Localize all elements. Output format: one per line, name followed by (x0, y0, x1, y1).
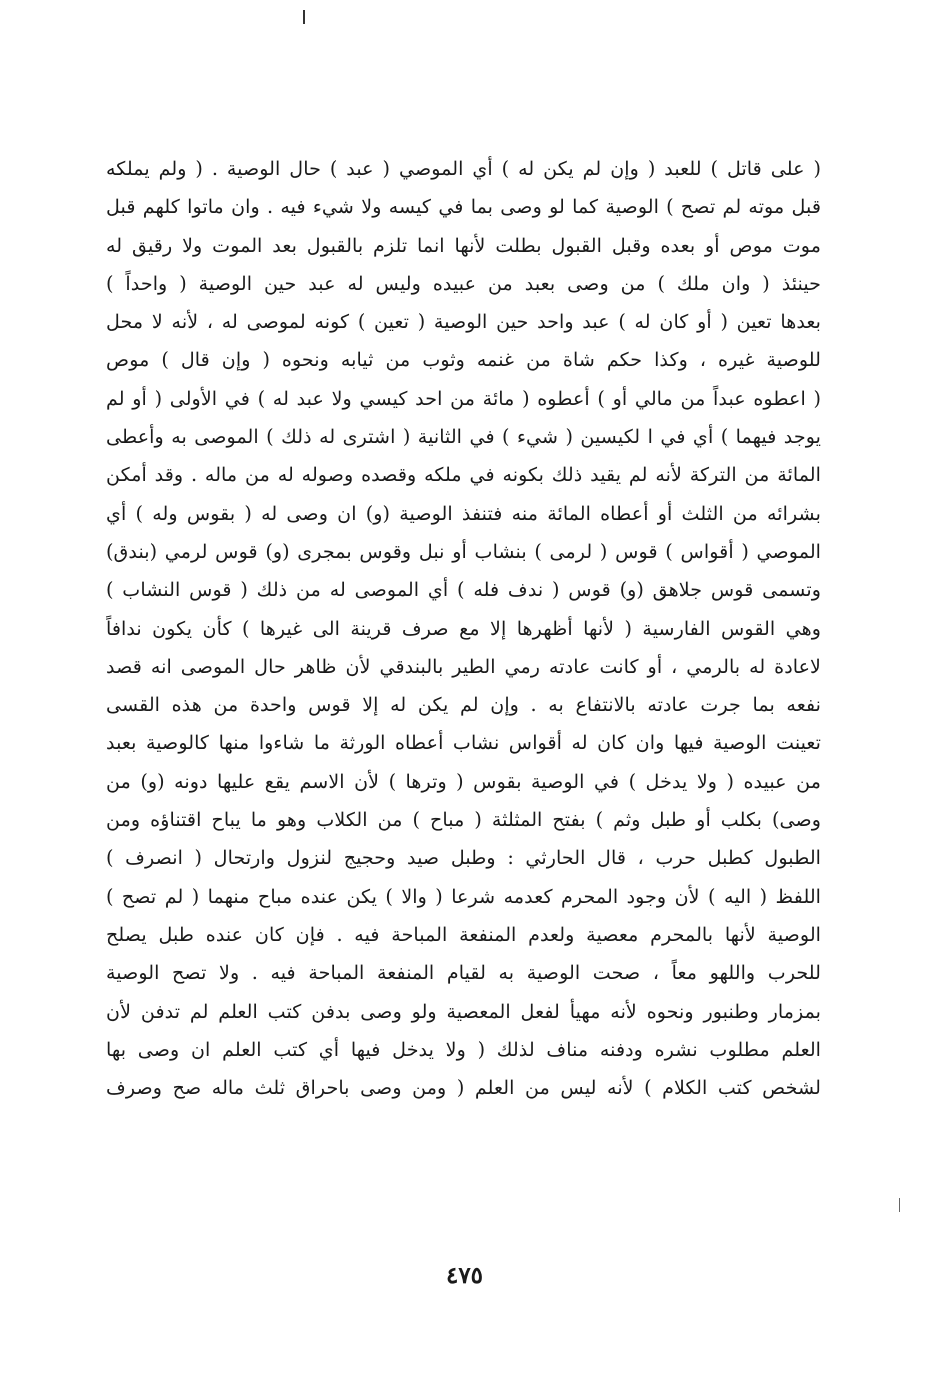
text-line: المائة من التركة لأنه لم يقيد ذلك بكونه في ملكه وقصده وصوله له من ماله . وقد أمكن (106, 463, 821, 487)
text-line: من عبيده ( ولا يدخل ) في الوصية بقوس ( وترها ) لأن الاسم يقع عليها دونه (و) من (106, 769, 821, 793)
text-line: وهي القوس الفارسية ( لأنها أظهرها إلا مع صرف قرينة الى غيرها ) كأن يكون ندافاً (106, 616, 821, 640)
text-line: بشرائه من الثلث أو أعطاه المائة منه فتنفذ الوصية (و) ان وصى له ( بقوس وله ) أي (106, 501, 821, 525)
text-line: لشخص كتب الكلام ) لأنه ليس من العلم ( ومن وصى باحراق ثلث ماله صح وصرف (106, 1076, 821, 1100)
text-line: قبل موته لم تصح ) الوصية كما لو وصى بما في كيسه ولا شيء فيه . وان ماتوا كلهم قبل (106, 195, 821, 219)
text-line: الوصية لأنها بالمحرم معصية ولعدم المنفعة المباحة فيه . فإن كان عنده طبل يصلح (106, 922, 821, 946)
text-line: للوصية غيره ، وكذا حكم شاة من غنمه وثوب من ثيابه ونحوه ( وإن قال ) موص (106, 348, 821, 372)
text-line: بمزمار وطنبور ونحوه لأنه مهيأ لفعل المعصية ولو وصى بدفن كتب العلم لم تدفن لأن (106, 999, 821, 1023)
text-line: الموصي ( أقواس ) قوس ( لرمى ) بنشاب أو نبل وقوس بمجرى (و) قوس لرمي (بندق) (106, 539, 821, 563)
side-margin-mark (899, 1198, 900, 1212)
body-text (106, 150, 821, 1107)
text-line: ( اعطوه عبداً من مالي أو ) أعطوه ( مائة من احد كيسي ولا عبد له ) في الأولى ( أو لم (106, 386, 821, 410)
text-line: يوجد فيهما ) أي في ا لكيسين ( شيء ) في الثانية ( اشترى له ذلك ) الموصى به وأعطى (106, 425, 821, 449)
text-line: لاعادة له بالرمي ، أو كانت عادته رمي الطير بالبندقي لأن ظاهر حال الموصى انه قصد (106, 654, 821, 678)
page-number: ٤٧٥ (445, 1262, 484, 1289)
text-line: تعينت الوصية فيها وان كان له أقواس نشاب أعطاه الورثة ما شاءوا منها كالوصية بعبد (106, 731, 821, 755)
text-line: حينئذ ( وان ملك ) من وصى بعبد من عبيده وليس له عبد حين الوصية ( واحداً ) (106, 271, 821, 295)
text-line: نفعه بما جرت عادته بالانتفاع به . وإن لم يكن له إلا قوس واحدة من هذه القسى (106, 693, 821, 717)
text-line: ( على قاتل ) للعبد ( وإن لم يكن له ) أي الموصي ( عبد ) حال الوصية . ( ولم يملكه (106, 157, 821, 180)
text-line: وتسمى قوس جلاهق (و) قوس ( ندف فله ) أي الموصى له من ذلك ( قوس النشاب ) (106, 578, 821, 602)
text-line: الطبول كطبل حرب ، قال الحارثي : وطبل صيد وحجيج لنزول وارتحال ( انصرف ) (106, 846, 821, 870)
text-line: العلم مطلوب نشره ودفنه مناف لذلك ( ولا يدخل فيها أي كتب العلم ان وصى بها (106, 1037, 821, 1061)
text-line: موت موص أو بعده وقبل القبول بطلت لأنها انما تلزم بالقبول بعد الموت ولا رقيق له (106, 233, 821, 257)
text-line: بعدها تعين ( أو كان له ) عبد واحد حين الوصية ( تعين ) كونه لموصى له ، لأنه لا محل (106, 310, 821, 334)
top-margin-mark (303, 10, 305, 24)
text-line: وصى) بكلب أو طبل وثم ) بفتح المثلثة ( مباح ) من الكلاب وهو ما يباح اقتناؤه ومن (106, 808, 821, 832)
text-line: للحرب واللهو معاً ، صحت الوصية به لقيام المنفعة المباحة فيه . ولا تصح الوصية (106, 961, 821, 985)
text-line: اللفظ ( اليه ) لأن وجود المحرم كعدمه شرعا ( والا ) يكن عنده مباح منهما ( لم تصح ) (106, 884, 821, 908)
